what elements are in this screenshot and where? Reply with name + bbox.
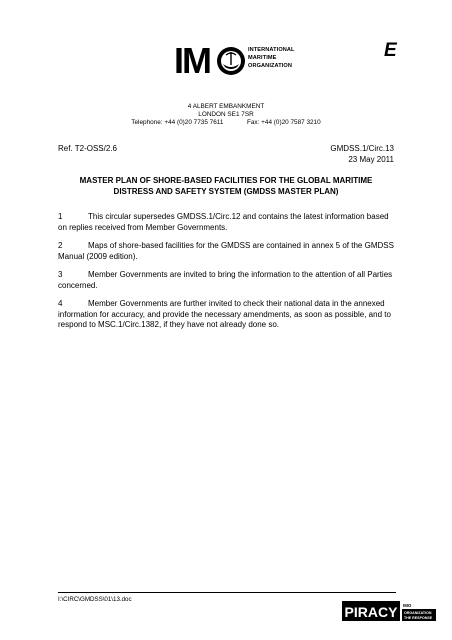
- paragraph-text: Member Governments are further invited to check their national data in the annexed information for accuracy, and provide the necessary amendments, as soon as possible, and to respond to MSC.1/Circ.1382, if they have not already done so.: [58, 299, 391, 329]
- contact-line: [0, 119, 452, 127]
- document-date: 23 May 2011: [348, 154, 394, 164]
- svg-text:IM: IM: [174, 40, 210, 81]
- piracy-side-line: ORGANIZATION: [404, 611, 432, 616]
- piracy-side-line: THE RESPONSE: [404, 616, 433, 621]
- reference-number: Ref. T2-OSS/2.6: [58, 144, 117, 153]
- org-name-line: ORGANIZATION: [248, 63, 292, 70]
- fax: Fax: +44 (0)20 7587 3210: [246, 119, 321, 126]
- piracy-campaign-logo: [342, 600, 438, 622]
- paragraph: [58, 270, 396, 291]
- paragraph-number: 2: [58, 241, 63, 250]
- paragraph-number: 1: [58, 212, 63, 221]
- org-name-line: MARITIME: [248, 55, 277, 62]
- imo-emblem-icon: [174, 39, 246, 83]
- document-symbol-block: [330, 144, 394, 165]
- paragraph-text: This circular supersedes GMDSS.1/Circ.12 and contains the latest information based on replies received from Member Governments.: [58, 212, 389, 232]
- document-title: [58, 176, 394, 197]
- paragraph-number: 3: [58, 270, 63, 279]
- address-line-1: 4 ALBERT EMBANKMENT: [187, 103, 265, 110]
- paragraph-text: Maps of shore-based facilities for the GMDSS are contained in annex 5 of the GMDSS Manual (2009 edition).: [58, 241, 394, 261]
- title-line-1: MASTER PLAN OF SHORE-BASED FACILITIES FOR THE GLOBAL MARITIME: [79, 176, 373, 185]
- file-path: I:\CIRC\GMDSS\01\13.doc: [58, 596, 132, 603]
- footer-divider: [58, 592, 396, 593]
- paragraph: [58, 241, 396, 262]
- paragraph: [58, 212, 396, 233]
- paragraph: [58, 299, 396, 331]
- paragraph-text: Member Governments are invited to bring the information to the attention of all Parties concerned.: [58, 270, 393, 290]
- address-line-2: LONDON SE1 7SR: [198, 111, 254, 118]
- language-code: E: [384, 40, 397, 61]
- piracy-side-line: IMO: [403, 603, 412, 608]
- document-symbol: GMDSS.1/Circ.13: [330, 144, 394, 153]
- paragraph-number: 4: [58, 299, 63, 308]
- piracy-logo-text: PIRACY: [344, 604, 398, 620]
- org-name: [248, 46, 295, 71]
- title-line-2: DISTRESS AND SAFETY SYSTEM (GMDSS MASTER PLAN): [113, 186, 339, 196]
- org-name-line: INTERNATIONAL: [248, 47, 295, 53]
- telephone: Telephone: +44 (0)20 7735 7611: [131, 119, 224, 126]
- imo-logo: [174, 39, 295, 83]
